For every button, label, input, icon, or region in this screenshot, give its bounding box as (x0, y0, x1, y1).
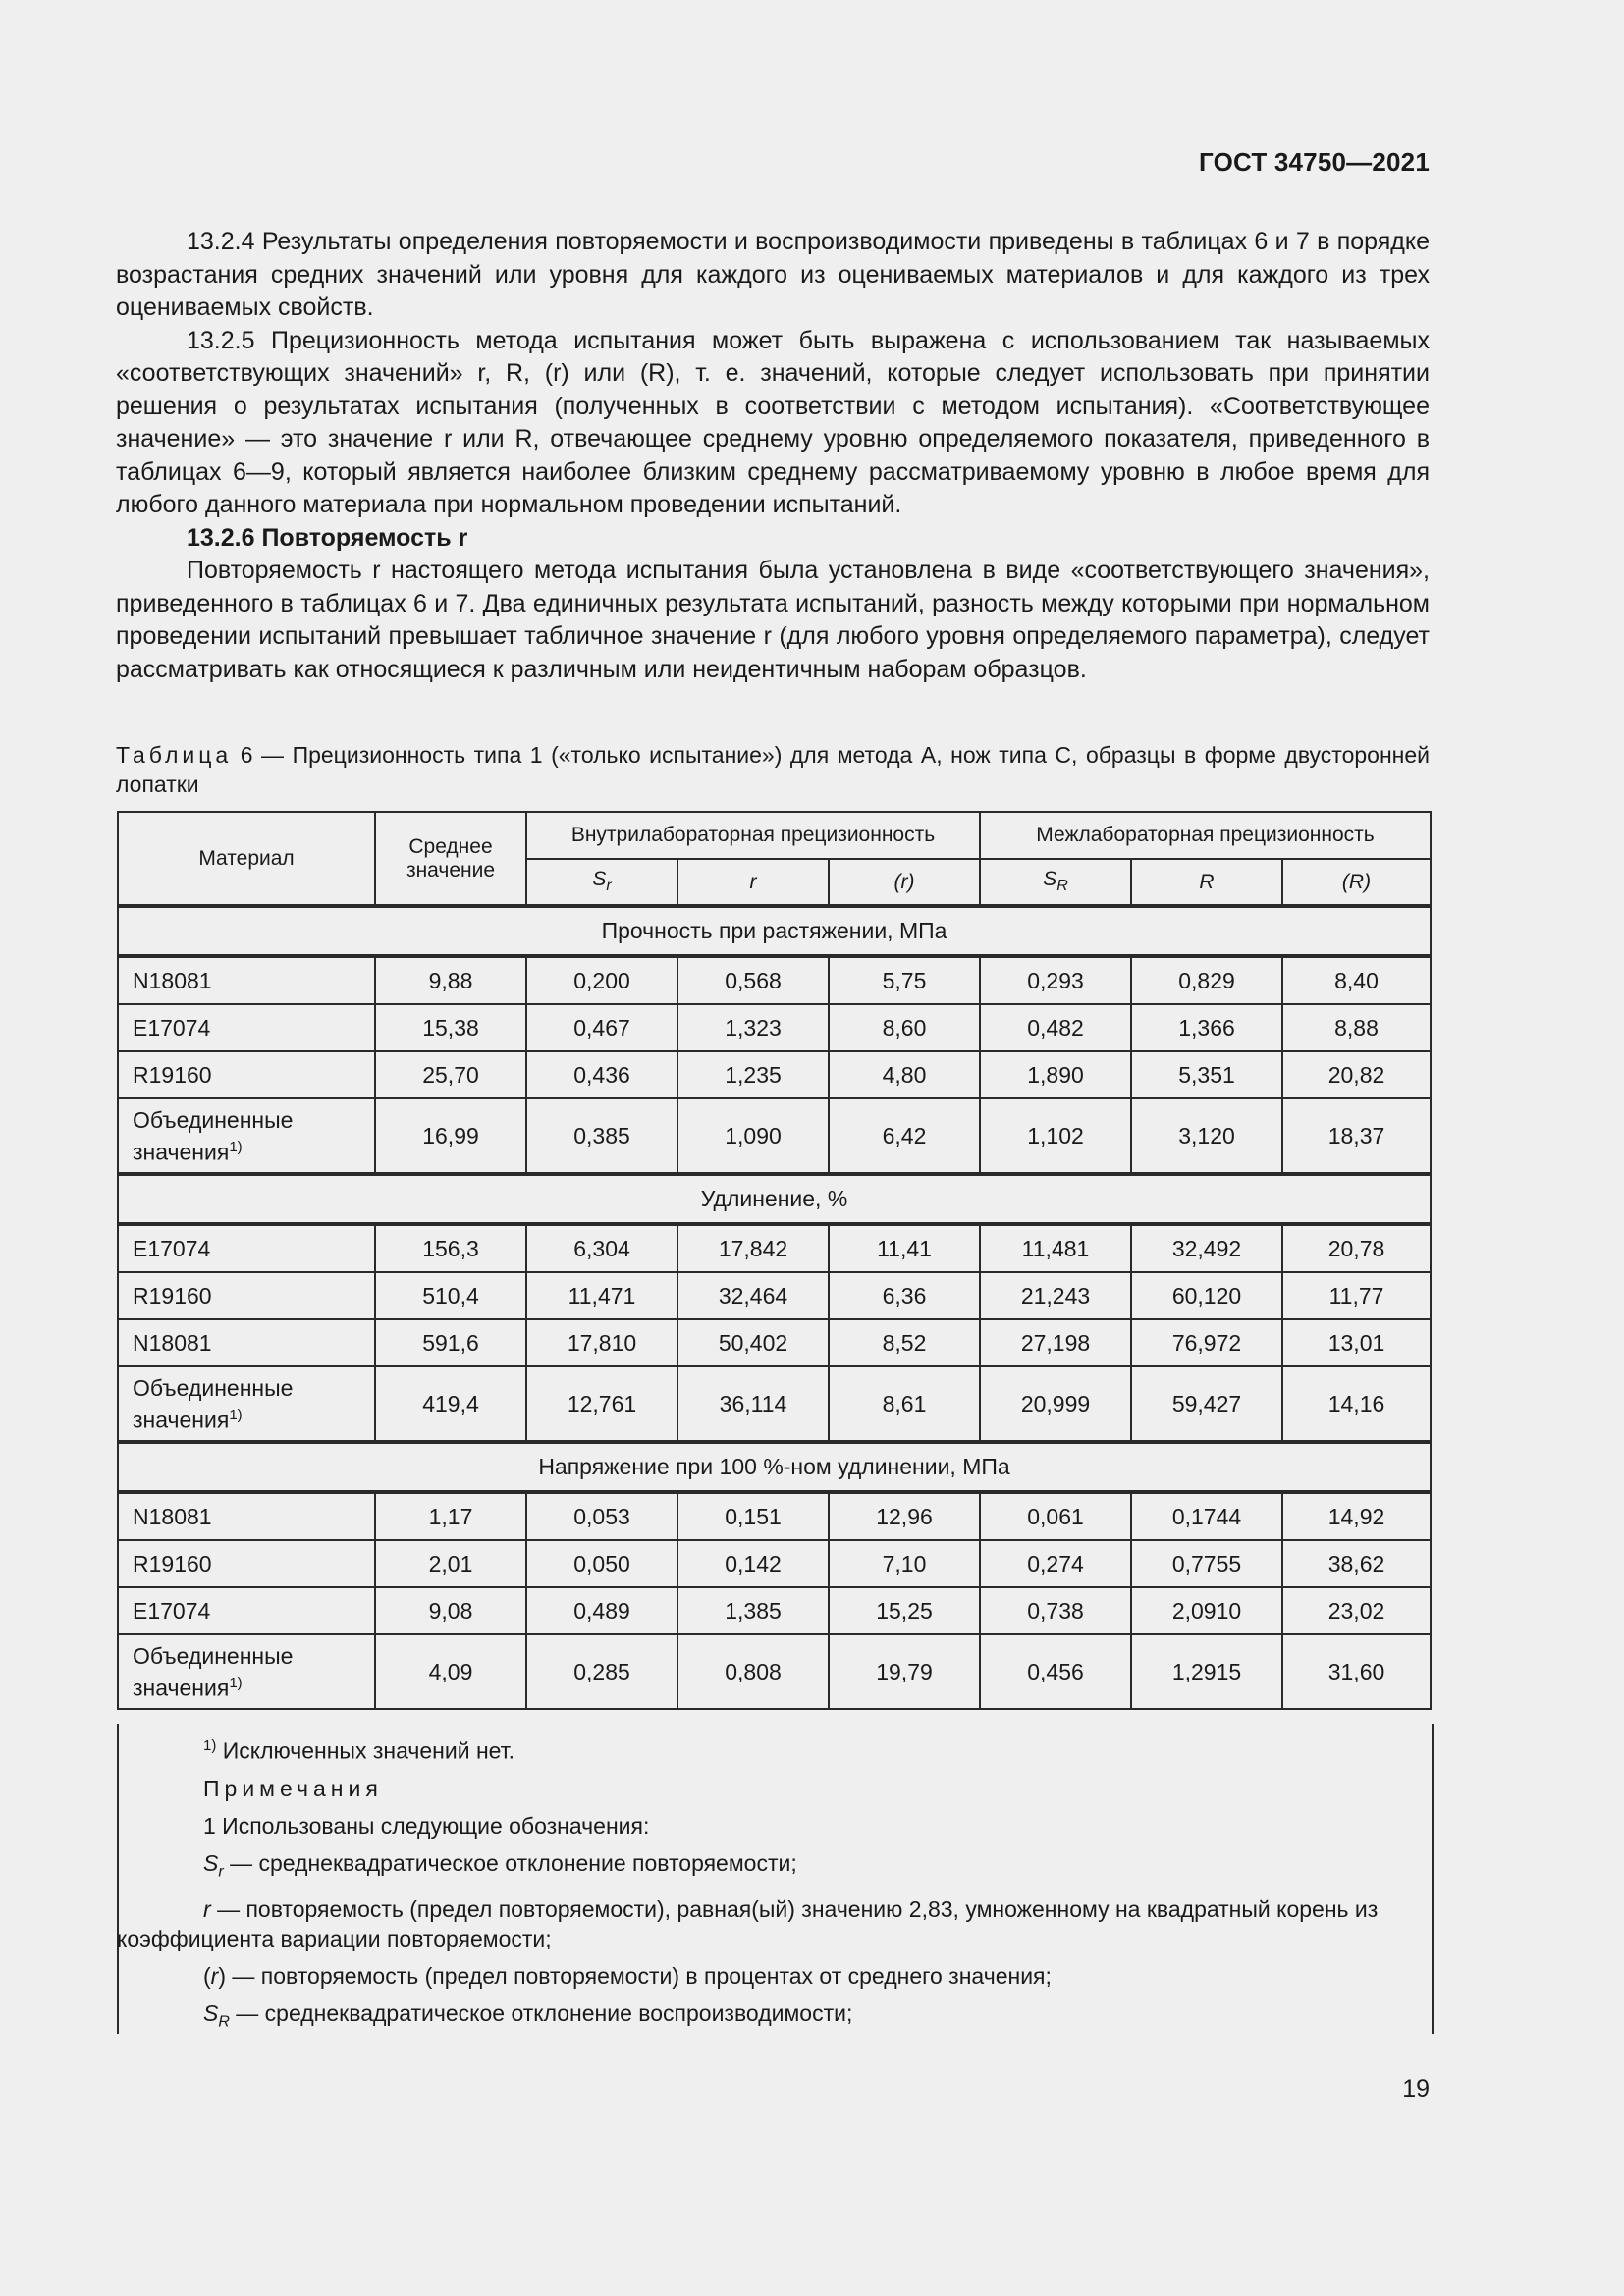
note-1: 1 Использованы следующие обозначения: (203, 1812, 650, 1839)
value-cell: 19,79 (829, 1634, 980, 1709)
value-cell: 14,92 (1282, 1492, 1431, 1540)
value-cell: 15,25 (829, 1587, 980, 1634)
footnote-1: $^{1)}$ Исключенных значений нет. (203, 1737, 515, 1764)
value-cell: 0,293 (980, 956, 1131, 1004)
value-cell: 0,808 (677, 1634, 829, 1709)
table-row (118, 1366, 1431, 1442)
material-cell: Объединенные значения$^{1)}$ (118, 1098, 375, 1174)
value-cell: 1,17 (375, 1492, 526, 1540)
material-cell: N18081 (118, 1319, 375, 1366)
value-cell: 21,243 (980, 1272, 1131, 1319)
table-row (118, 1634, 1431, 1709)
value-cell: 8,60 (829, 1004, 980, 1051)
note-r-pct-definition: (r) — повторяемость (предел повторяемости) в процентах от среднего значения; (203, 1963, 1052, 1990)
table-row (118, 1587, 1431, 1634)
material-cell: R19160 (118, 1272, 375, 1319)
value-cell: 591,6 (375, 1319, 526, 1366)
value-cell: 60,120 (1131, 1272, 1282, 1319)
value-cell: 12,96 (829, 1492, 980, 1540)
footnote-mark: 1) (229, 1674, 243, 1691)
header-sR: $S_R$ (980, 859, 1131, 906)
value-cell: 9,88 (375, 956, 526, 1004)
table-row (118, 956, 1431, 1004)
value-cell: 31,60 (1282, 1634, 1431, 1709)
value-cell: 4,09 (375, 1634, 526, 1709)
section-title: Удлинение, % (118, 1174, 1431, 1224)
value-cell: 32,464 (677, 1272, 829, 1319)
table-row (118, 1051, 1431, 1098)
material-cell: E17074 (118, 1224, 375, 1272)
value-cell: 0,274 (980, 1540, 1131, 1587)
table-body (118, 906, 1431, 1709)
value-cell: 6,304 (526, 1224, 677, 1272)
value-cell: 17,810 (526, 1319, 677, 1366)
value-cell: 0,829 (1131, 956, 1282, 1004)
value-cell: 7,10 (829, 1540, 980, 1587)
paragraph-repeatability: Повторяемость r настоящего метода испытания была установлена в виде «соответствующего значения», приведенного в таблицах 6 и 7. Два единичных результата испытаний, разность между которыми при нормальном проведении испытаний превышает табличное значение r (для любого уровня определяемого параметра), следует рассматривать как относящиеся к различным или неидентичным наборам образцов. (116, 557, 1430, 683)
value-cell: 0,053 (526, 1492, 677, 1540)
value-cell: 0,200 (526, 956, 677, 1004)
notes-title: Примечания (203, 1775, 383, 1801)
note-sr-definition: $S_r$ — среднеквадратическое отклонение повторяемости; (203, 1849, 797, 1881)
footnote-mark: 1) (229, 1138, 243, 1155)
value-cell: 76,972 (1131, 1319, 1282, 1366)
section-row (118, 906, 1431, 956)
value-cell: 13,01 (1282, 1319, 1431, 1366)
precision-table (117, 811, 1432, 1710)
document-code-header: ГОСТ 34750—2021 (1199, 147, 1430, 177)
value-cell: 1,2915 (1131, 1634, 1282, 1709)
table-row (118, 1540, 1431, 1587)
value-cell: 5,75 (829, 956, 980, 1004)
section-title: Прочность при растяжении, МПа (118, 906, 1431, 956)
value-cell: 0,568 (677, 956, 829, 1004)
note-r-definition: r — повторяемость (предел повторяемости), равная(ый) значению 2,83, умноженному на квадратный корень из коэффициента вариации повторяемости; (117, 1896, 1379, 1952)
value-cell: 14,16 (1282, 1366, 1431, 1442)
value-cell: 1,102 (980, 1098, 1131, 1174)
section-row (118, 1174, 1431, 1224)
value-cell: 0,385 (526, 1098, 677, 1174)
value-cell: 1,235 (677, 1051, 829, 1098)
table-notes (117, 1724, 1434, 2034)
value-cell: 0,285 (526, 1634, 677, 1709)
header-intralab: Внутрилабораторная прецизионность (526, 812, 980, 859)
value-cell: 16,99 (375, 1098, 526, 1174)
header-material: Материал (118, 812, 375, 906)
value-cell: 25,70 (375, 1051, 526, 1098)
value-cell: 1,323 (677, 1004, 829, 1051)
value-cell: 0,050 (526, 1540, 677, 1587)
value-cell: 0,482 (980, 1004, 1131, 1051)
material-cell: E17074 (118, 1587, 375, 1634)
value-cell: 38,62 (1282, 1540, 1431, 1587)
section-title: Напряжение при 100 %-ном удлинении, МПа (118, 1442, 1431, 1492)
section-heading-13-2-6: 13.2.6 Повторяемость r (187, 523, 468, 552)
header-sr: $S_r$ (526, 859, 677, 906)
value-cell: 1,385 (677, 1587, 829, 1634)
value-cell: 0,467 (526, 1004, 677, 1051)
table-row (118, 1224, 1431, 1272)
value-cell: 8,88 (1282, 1004, 1431, 1051)
table-caption-text: 6 — Прецизионность типа 1 («только испытание») для метода А, нож типа С, образцы в форме двусторонней лопатки (116, 742, 1430, 797)
table-caption-label: Таблица (116, 742, 233, 768)
value-cell: 11,77 (1282, 1272, 1431, 1319)
table-row (118, 1098, 1431, 1174)
header-interlab: Межлабораторная прецизионность (980, 812, 1431, 859)
value-cell: 8,61 (829, 1366, 980, 1442)
value-cell: 2,01 (375, 1540, 526, 1587)
value-cell: 12,761 (526, 1366, 677, 1442)
header-r: r (677, 859, 829, 906)
value-cell: 59,427 (1131, 1366, 1282, 1442)
material-cell: E17074 (118, 1004, 375, 1051)
value-cell: 15,38 (375, 1004, 526, 1051)
header-r-pct: (r) (829, 859, 980, 906)
value-cell: 20,78 (1282, 1224, 1431, 1272)
value-cell: 50,402 (677, 1319, 829, 1366)
value-cell: 156,3 (375, 1224, 526, 1272)
value-cell: 0,7755 (1131, 1540, 1282, 1587)
value-cell: 2,0910 (1131, 1587, 1282, 1634)
paragraph-13-2-5: 13.2.5 Прецизионность метода испытания может быть выражена с использованием так называемых «соответствующих значений» r, R, (r) или (R), т. е. значений, которые следует использовать при принятии решения о результатах испытания (полученных в соответствии с методом испытания). «Соответствующее значение» — это значение r или R, отвечающее среднему уровню определяемого показателя, приведенного в таблицах 6—9, который является наиболее близким среднему рассматриваемому уровню в любое время для любого данного материала при нормальном проведении испытаний. (116, 326, 1430, 518)
value-cell: 36,114 (677, 1366, 829, 1442)
value-cell: 5,351 (1131, 1051, 1282, 1098)
value-cell: 0,456 (980, 1634, 1131, 1709)
value-cell: 0,1744 (1131, 1492, 1282, 1540)
value-cell: 0,142 (677, 1540, 829, 1587)
header-R: R (1131, 859, 1282, 906)
page-number: 19 (1402, 2075, 1430, 2103)
header-mean: Среднее значение (375, 812, 526, 906)
material-cell: N18081 (118, 956, 375, 1004)
value-cell: 17,842 (677, 1224, 829, 1272)
header-R-pct: (R) (1282, 859, 1431, 906)
value-cell: 0,489 (526, 1587, 677, 1634)
value-cell: 11,471 (526, 1272, 677, 1319)
value-cell: 0,151 (677, 1492, 829, 1540)
table-row (118, 1272, 1431, 1319)
value-cell: 3,120 (1131, 1098, 1282, 1174)
value-cell: 6,42 (829, 1098, 980, 1174)
note-sR-definition: $S_R$ — среднеквадратическое отклонение воспроизводимости; (203, 2001, 853, 2031)
value-cell: 419,4 (375, 1366, 526, 1442)
material-cell: R19160 (118, 1540, 375, 1587)
value-cell: 0,436 (526, 1051, 677, 1098)
value-cell: 0,738 (980, 1587, 1131, 1634)
value-cell: 6,36 (829, 1272, 980, 1319)
value-cell: 18,37 (1282, 1098, 1431, 1174)
value-cell: 9,08 (375, 1587, 526, 1634)
table-caption (116, 740, 1430, 799)
value-cell: 27,198 (980, 1319, 1131, 1366)
material-cell: N18081 (118, 1492, 375, 1540)
value-cell: 8,52 (829, 1319, 980, 1366)
table-row (118, 1004, 1431, 1051)
table-row (118, 1492, 1431, 1540)
material-cell: Объединенные значения$^{1)}$ (118, 1366, 375, 1442)
footnote-mark: 1) (229, 1406, 243, 1423)
value-cell: 8,40 (1282, 956, 1431, 1004)
body-text (116, 226, 1430, 686)
section-row (118, 1442, 1431, 1492)
value-cell: 4,80 (829, 1051, 980, 1098)
value-cell: 1,366 (1131, 1004, 1282, 1051)
value-cell: 20,82 (1282, 1051, 1431, 1098)
table-row (118, 1319, 1431, 1366)
value-cell: 32,492 (1131, 1224, 1282, 1272)
material-cell: Объединенные значения$^{1)}$ (118, 1634, 375, 1709)
value-cell: 1,890 (980, 1051, 1131, 1098)
value-cell: 11,41 (829, 1224, 980, 1272)
paragraph-13-2-4: 13.2.4 Результаты определения повторяемости и воспроизводимости приведены в таблицах 6 и 7 в порядке возрастания средних значений или уровня для каждого из оцениваемых материалов и для каждого из трех оцениваемых свойств. (116, 228, 1430, 321)
value-cell: 23,02 (1282, 1587, 1431, 1634)
value-cell: 11,481 (980, 1224, 1131, 1272)
value-cell: 1,090 (677, 1098, 829, 1174)
value-cell: 0,061 (980, 1492, 1131, 1540)
material-cell: R19160 (118, 1051, 375, 1098)
value-cell: 20,999 (980, 1366, 1131, 1442)
value-cell: 510,4 (375, 1272, 526, 1319)
